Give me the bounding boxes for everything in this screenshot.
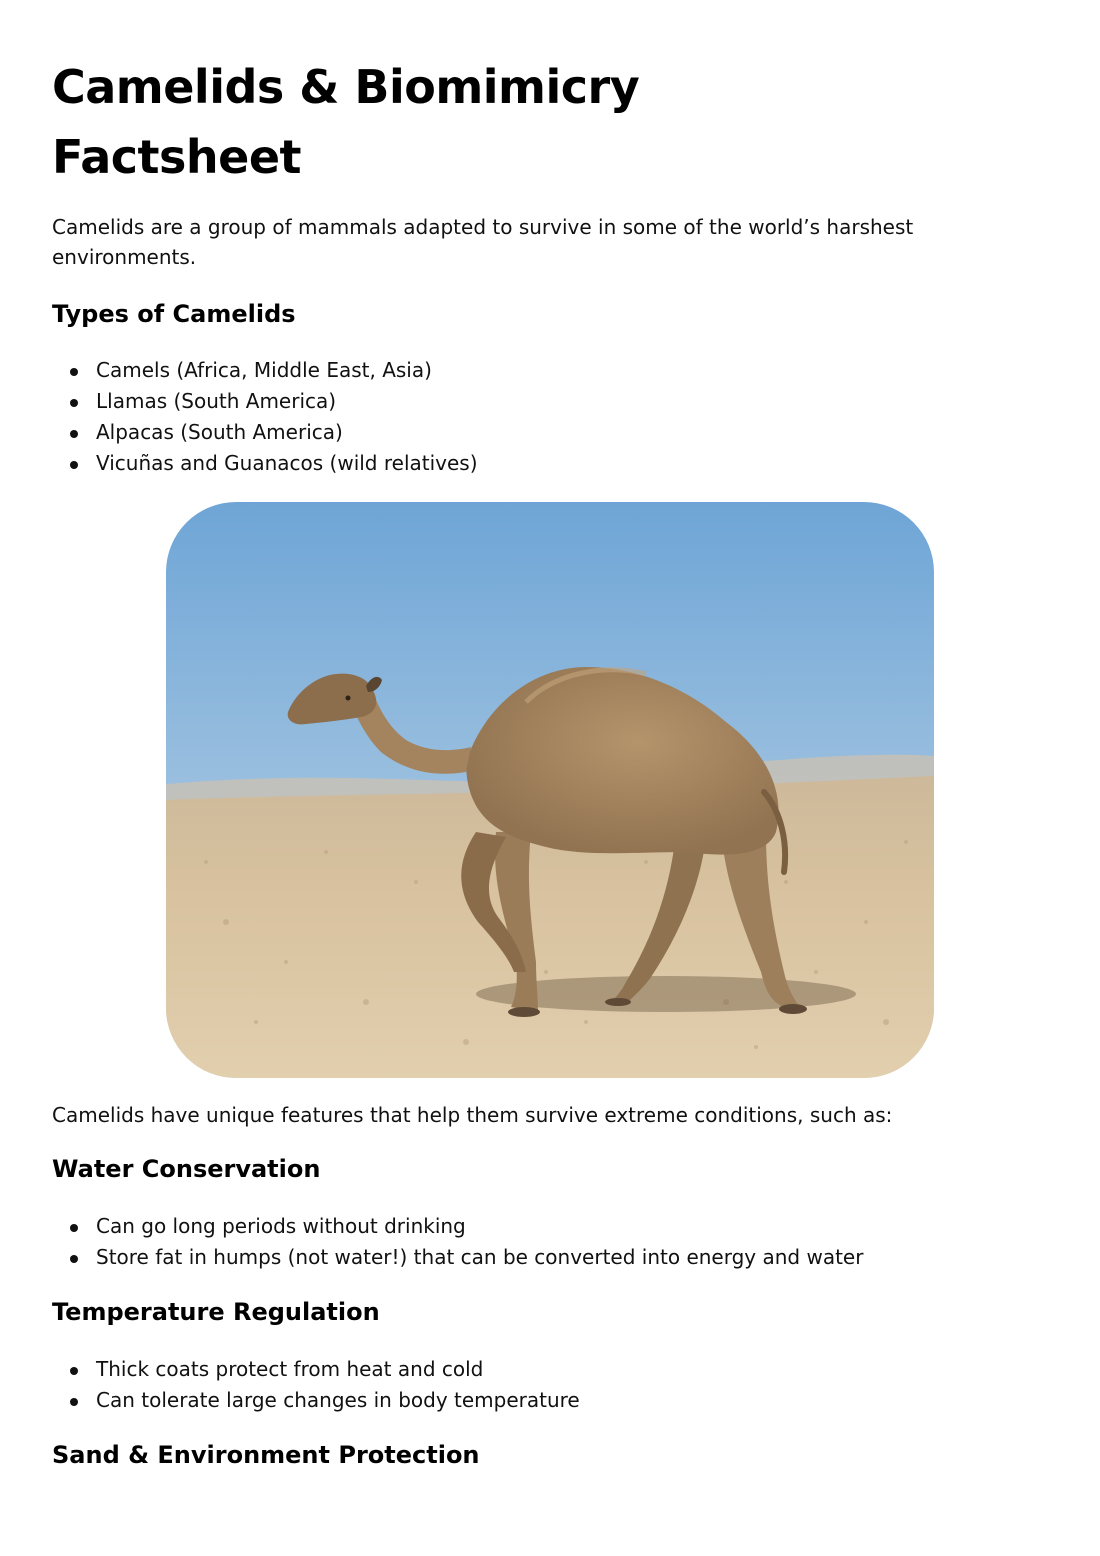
temperature-heading: Temperature Regulation bbox=[52, 1298, 380, 1326]
camel-illustration bbox=[166, 502, 934, 1078]
list-item: Can go long periods without drinking bbox=[52, 1211, 863, 1242]
list-item: Alpacas (South America) bbox=[52, 417, 478, 448]
list-item: Vicuñas and Guanacos (wild relatives) bbox=[52, 448, 478, 479]
types-list bbox=[52, 355, 478, 479]
sand-heading: Sand & Environment Protection bbox=[52, 1441, 480, 1469]
types-heading: Types of Camelids bbox=[52, 300, 296, 328]
temperature-list bbox=[52, 1354, 580, 1416]
list-item: Camels (Africa, Middle East, Asia) bbox=[52, 355, 478, 386]
list-item: Store fat in humps (not water!) that can be converted into energy and water bbox=[52, 1242, 863, 1273]
water-list bbox=[52, 1211, 863, 1273]
camel-photo bbox=[166, 502, 934, 1078]
list-item: Can tolerate large changes in body temperature bbox=[52, 1385, 580, 1416]
page-title: Camelids & Biomimicry Factsheet bbox=[52, 60, 640, 184]
features-sentence: Camelids have unique features that help them survive extreme conditions, such as: bbox=[52, 1103, 893, 1127]
list-item: Llamas (South America) bbox=[52, 386, 478, 417]
list-item: Thick coats protect from heat and cold bbox=[52, 1354, 580, 1385]
water-heading: Water Conservation bbox=[52, 1155, 321, 1183]
intro-paragraph: Camelids are a group of mammals adapted to survive in some of the world’s harshest environments. bbox=[52, 215, 914, 269]
